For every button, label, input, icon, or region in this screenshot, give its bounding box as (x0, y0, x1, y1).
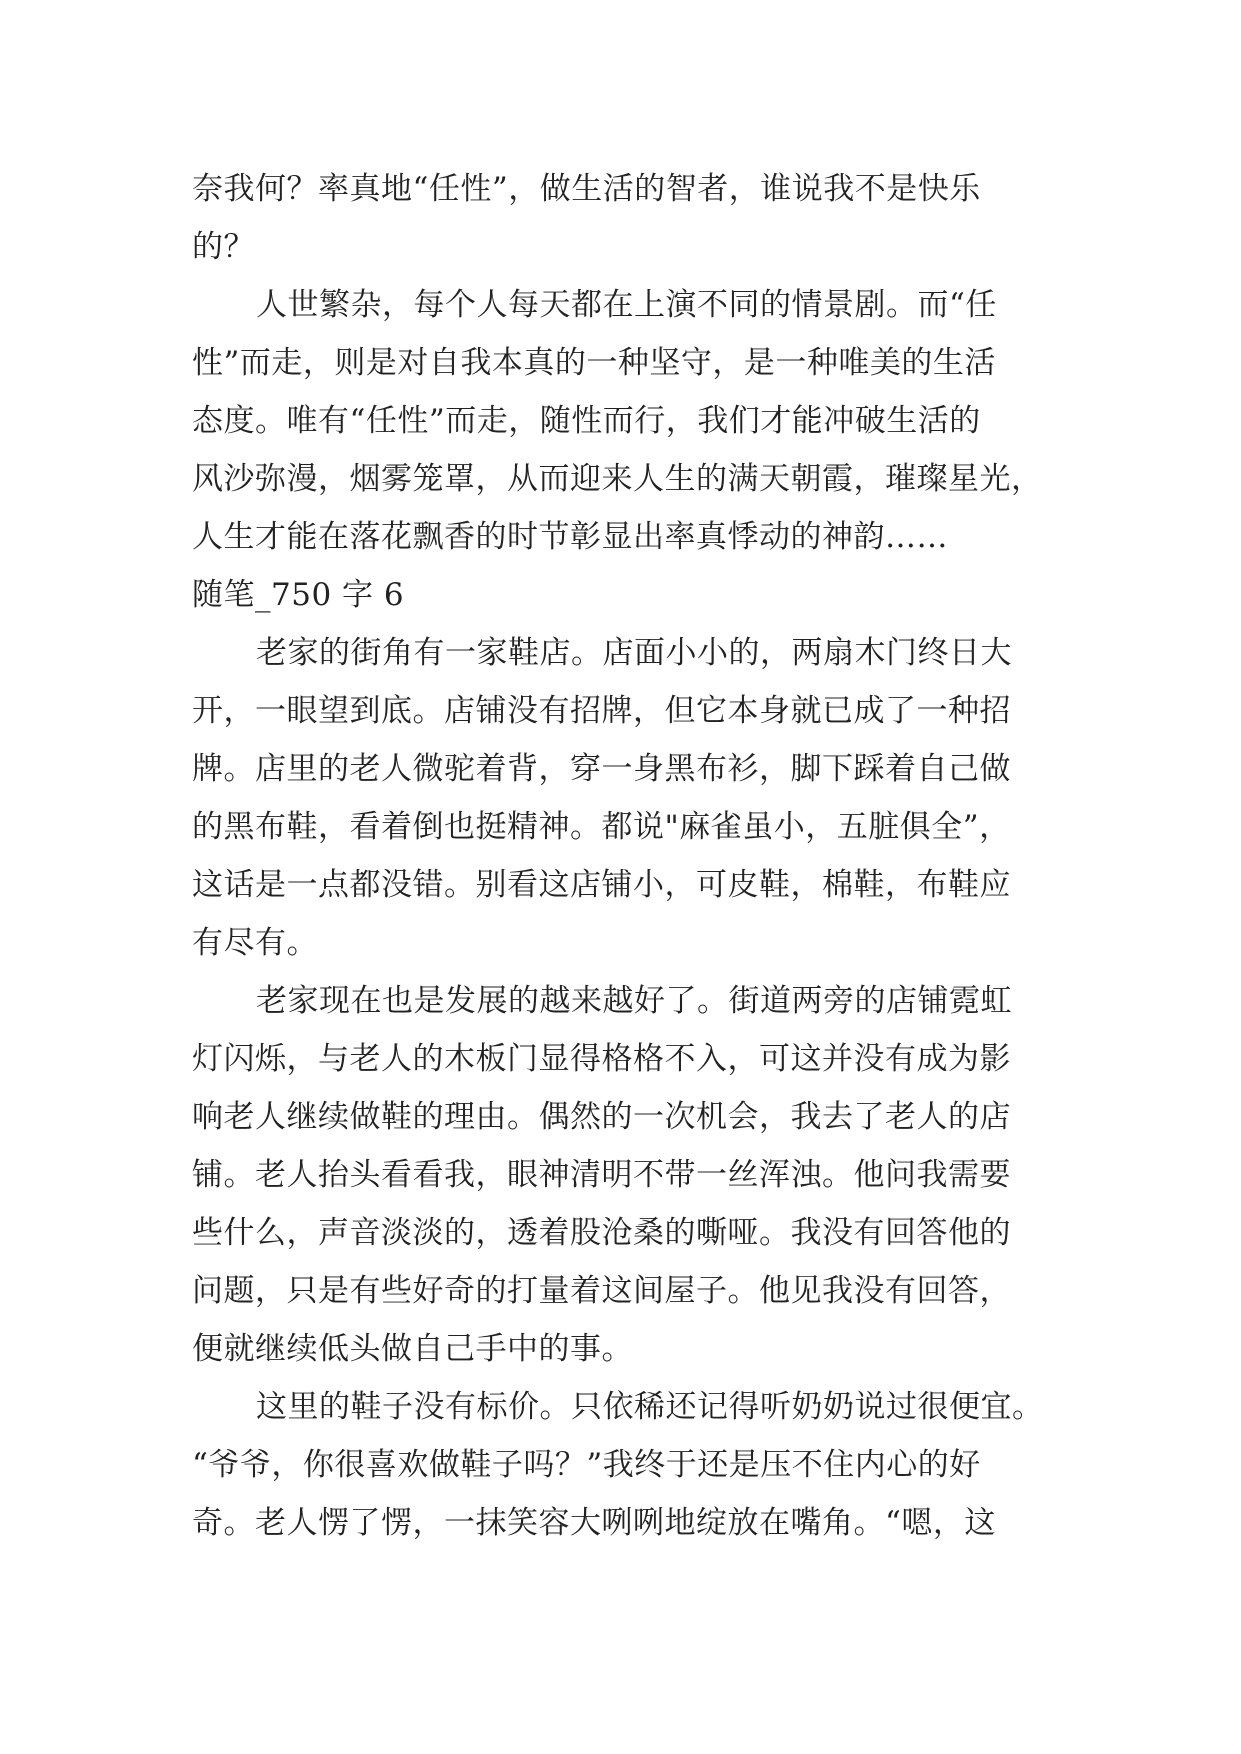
paragraph-start: 老家现在也是发展的越来越好了。街道两旁的店铺霓虹 (256, 983, 1012, 1019)
section-heading: 随笔_750 字 6 (192, 577, 405, 613)
text-line: 些什么，声音淡淡的，透着股沧桑的嘶哑。我没有回答他的 (192, 1215, 1011, 1251)
text-line: 人生才能在落花飘香的时节彰显出率真悸动的神韵…… (192, 519, 948, 555)
text-line: 灯闪烁，与老人的木板门显得格格不入，可这并没有成为影 (192, 1041, 1011, 1077)
text-line: 便就继续低头做自己手中的事。 (192, 1331, 633, 1367)
text-line: 问题，只是有些好奇的打量着这间屋子。他见我没有回答， (192, 1273, 1011, 1309)
text-line: 开，一眼望到底。店铺没有招牌，但它本身就已成了一种招 (192, 693, 1011, 729)
document-page (192, 160, 1052, 1552)
text-line: 风沙弥漫，烟雾笼罩，从而迎来人生的满天朝霞，璀璨星光， (192, 461, 1043, 497)
paragraph-start: 老家的街角有一家鞋店。店面小小的，两扇木门终日大 (256, 635, 1012, 671)
text-line: 的黑布鞋，看着倒也挺精神。都说"麻雀虽小，五脏俱全”， (192, 809, 1011, 845)
text-line: 的？ (192, 229, 255, 265)
text-line: 态度。唯有“任性”而走，随性而行，我们才能冲破生活的 (192, 403, 981, 439)
paragraph-start: 人世繁杂，每个人每天都在上演不同的情景剧。而“任 (256, 287, 997, 323)
text-line: 奈我何？率真地“任性”，做生活的智者，谁说我不是快乐 (192, 171, 981, 207)
text-line: 有尽有。 (192, 925, 318, 961)
text-line: 这话是一点都没错。别看这店铺小，可皮鞋，棉鞋，布鞋应 (192, 867, 1011, 903)
text-line: 铺。老人抬头看看我，眼神清明不带一丝浑浊。他问我需要 (192, 1157, 1011, 1193)
text-line: 响老人继续做鞋的理由。偶然的一次机会，我去了老人的店 (192, 1099, 1011, 1135)
text-line: “爷爷，你很喜欢做鞋子吗？”我终于还是压不住内心的好 (192, 1447, 981, 1483)
text-line: 奇。老人愣了愣，一抹笑容大咧咧地绽放在嘴角。“嗯，这 (192, 1505, 996, 1541)
text-line: 牌。店里的老人微驼着背，穿一身黑布衫，脚下踩着自己做 (192, 751, 1011, 787)
paragraph-start: 这里的鞋子没有标价。只依稀还记得听奶奶说过很便宜。 (256, 1389, 1044, 1425)
text-line: 性”而走，则是对自我本真的一种坚守，是一种唯美的生活 (192, 345, 996, 381)
